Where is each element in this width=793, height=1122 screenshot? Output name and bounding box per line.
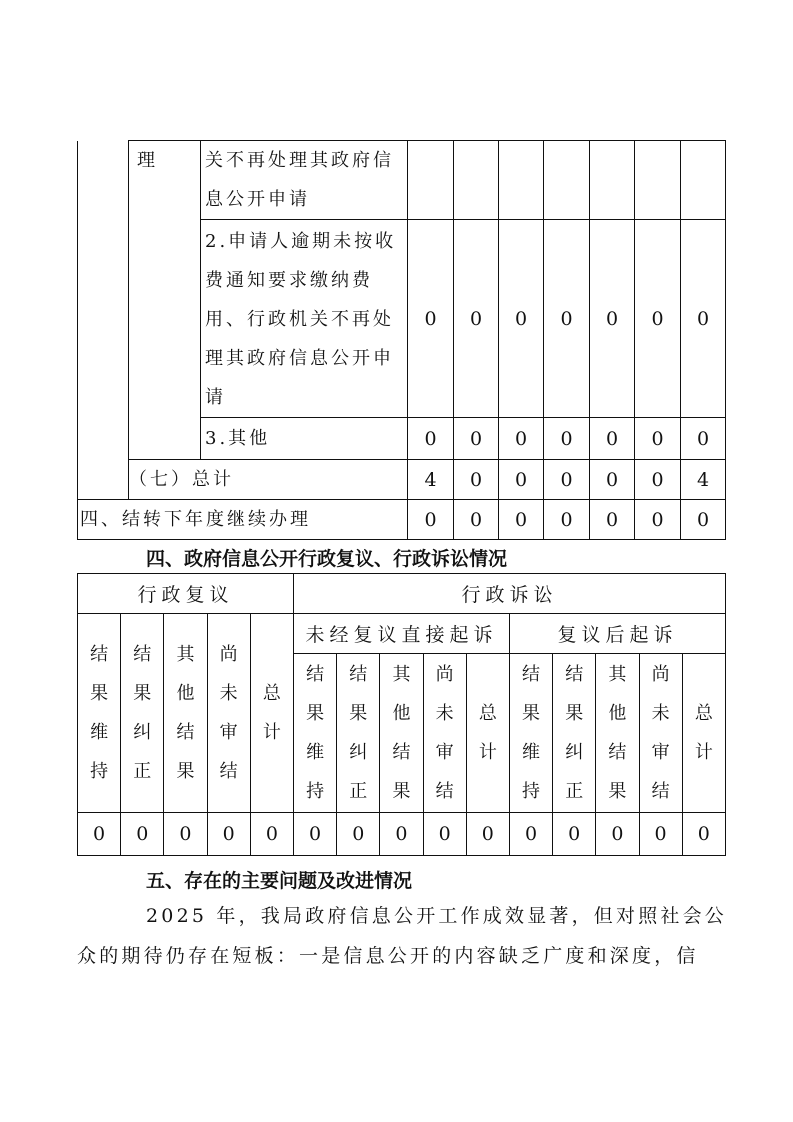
reconsideration-header: 行政复议 [78, 574, 294, 614]
value-cell: 0 [590, 220, 635, 418]
reconsideration-col-header [250, 614, 293, 813]
values-row [78, 813, 726, 856]
direct-col-header [423, 654, 466, 813]
col-header-text: 结果维持 [90, 644, 109, 782]
value-cell: 0 [681, 418, 726, 460]
reconsideration-col-header [78, 614, 121, 813]
value-cell: 0 [466, 813, 509, 856]
col-header-text: 结果纠正 [133, 644, 152, 782]
value-cell: 0 [544, 418, 590, 460]
value-cell [408, 141, 454, 220]
value-cell: 0 [408, 418, 454, 460]
carryover-value-cell: 0 [681, 500, 726, 540]
value-cell: 0 [423, 813, 466, 856]
outer-category-cell [78, 141, 129, 500]
review-litigation-table [77, 573, 726, 856]
section4-heading: 四、政府信息公开行政复议、行政诉讼情况 [146, 548, 508, 570]
value-cell [499, 141, 544, 220]
carryover-value-cell: 0 [590, 500, 635, 540]
col-header-text: 其他结果 [392, 664, 411, 802]
value-cell: 0 [294, 813, 337, 856]
col-header-text: 总计 [262, 683, 281, 743]
carryover-value-cell: 0 [499, 500, 544, 540]
carryover-value-cell: 0 [635, 500, 681, 540]
value-cell: 0 [635, 418, 681, 460]
total-row-label: （七）总计 [129, 460, 408, 500]
total-value-cell: 0 [454, 460, 499, 500]
direct-col-header [294, 654, 337, 813]
col-header-text: 结果纠正 [565, 664, 584, 802]
carryover-value-cell: 0 [544, 500, 590, 540]
litigation-header: 行政诉讼 [294, 574, 726, 614]
after-review-suit-header: 复议后起诉 [509, 614, 725, 654]
value-cell [635, 141, 681, 220]
col-header-text: 其他结果 [608, 664, 627, 802]
value-cell [544, 141, 590, 220]
value-cell [590, 141, 635, 220]
direct-col-header [337, 654, 380, 813]
value-cell: 0 [553, 813, 596, 856]
direct-col-header [380, 654, 423, 813]
value-cell: 0 [499, 418, 544, 460]
value-cell: 0 [380, 813, 423, 856]
value-cell: 0 [408, 220, 454, 418]
total-value-cell: 0 [590, 460, 635, 500]
value-cell: 0 [164, 813, 207, 856]
reconsideration-col-header [164, 614, 207, 813]
col-header-text: 总计 [478, 703, 497, 763]
col-header-text: 结果纠正 [349, 664, 368, 802]
category-cell [129, 141, 201, 460]
total-value-cell: 4 [408, 460, 454, 500]
value-cell: 0 [590, 418, 635, 460]
value-cell: 0 [544, 220, 590, 418]
col-header-text: 尚未审结 [435, 664, 454, 802]
total-value-cell: 0 [544, 460, 590, 500]
value-cell: 0 [635, 220, 681, 418]
col-header-text: 总计 [694, 703, 713, 763]
after-col-header [639, 654, 682, 813]
total-value-cell: 4 [681, 460, 726, 500]
value-cell: 0 [207, 813, 250, 856]
paragraph-line: 2025 年，我局政府信息公开工作成效显著，但对照社会公 [146, 905, 727, 927]
category-label: 理 [137, 150, 158, 171]
value-cell: 0 [121, 813, 164, 856]
value-cell: 0 [454, 220, 499, 418]
row-label: 2.申请人逾期未按收费通知要求缴纳费用、行政机关不再处理其政府信息公开申请 [201, 220, 408, 418]
row-label: 3.其他 [201, 418, 408, 460]
col-header-text: 结果维持 [522, 664, 541, 802]
total-value-cell: 0 [499, 460, 544, 500]
value-cell: 0 [78, 813, 121, 856]
after-col-header [553, 654, 596, 813]
direct-suit-header: 未经复议直接起诉 [294, 614, 510, 654]
after-col-header [509, 654, 552, 813]
paragraph-line: 众的期待仍存在短板：一是信息公开的内容缺乏广度和深度，信 [77, 945, 699, 967]
carryover-value-cell: 0 [408, 500, 454, 540]
value-cell: 0 [596, 813, 639, 856]
row-label: 关不再处理其政府信息公开申请 [201, 141, 408, 220]
value-cell [454, 141, 499, 220]
after-col-header [596, 654, 639, 813]
value-cell: 0 [250, 813, 293, 856]
value-cell: 0 [337, 813, 380, 856]
carryover-value-cell: 0 [454, 500, 499, 540]
value-cell: 0 [499, 220, 544, 418]
col-header-text: 尚未审结 [219, 644, 238, 782]
reconsideration-col-header [121, 614, 164, 813]
value-cell: 0 [454, 418, 499, 460]
col-header-text: 其他结果 [176, 644, 195, 782]
value-cell: 0 [509, 813, 552, 856]
col-header-text: 尚未审结 [651, 664, 670, 802]
direct-col-header [466, 654, 509, 813]
after-col-header [682, 654, 725, 813]
section5-heading: 五、存在的主要问题及改进情况 [146, 870, 413, 892]
col-header-text: 结果维持 [306, 664, 325, 802]
value-cell [681, 141, 726, 220]
reconsideration-col-header [207, 614, 250, 813]
value-cell: 0 [681, 220, 726, 418]
total-value-cell: 0 [635, 460, 681, 500]
value-cell: 0 [639, 813, 682, 856]
value-cell: 0 [682, 813, 725, 856]
application-handling-table [77, 140, 726, 540]
carryover-row-label: 四、结转下年度继续办理 [78, 500, 408, 540]
